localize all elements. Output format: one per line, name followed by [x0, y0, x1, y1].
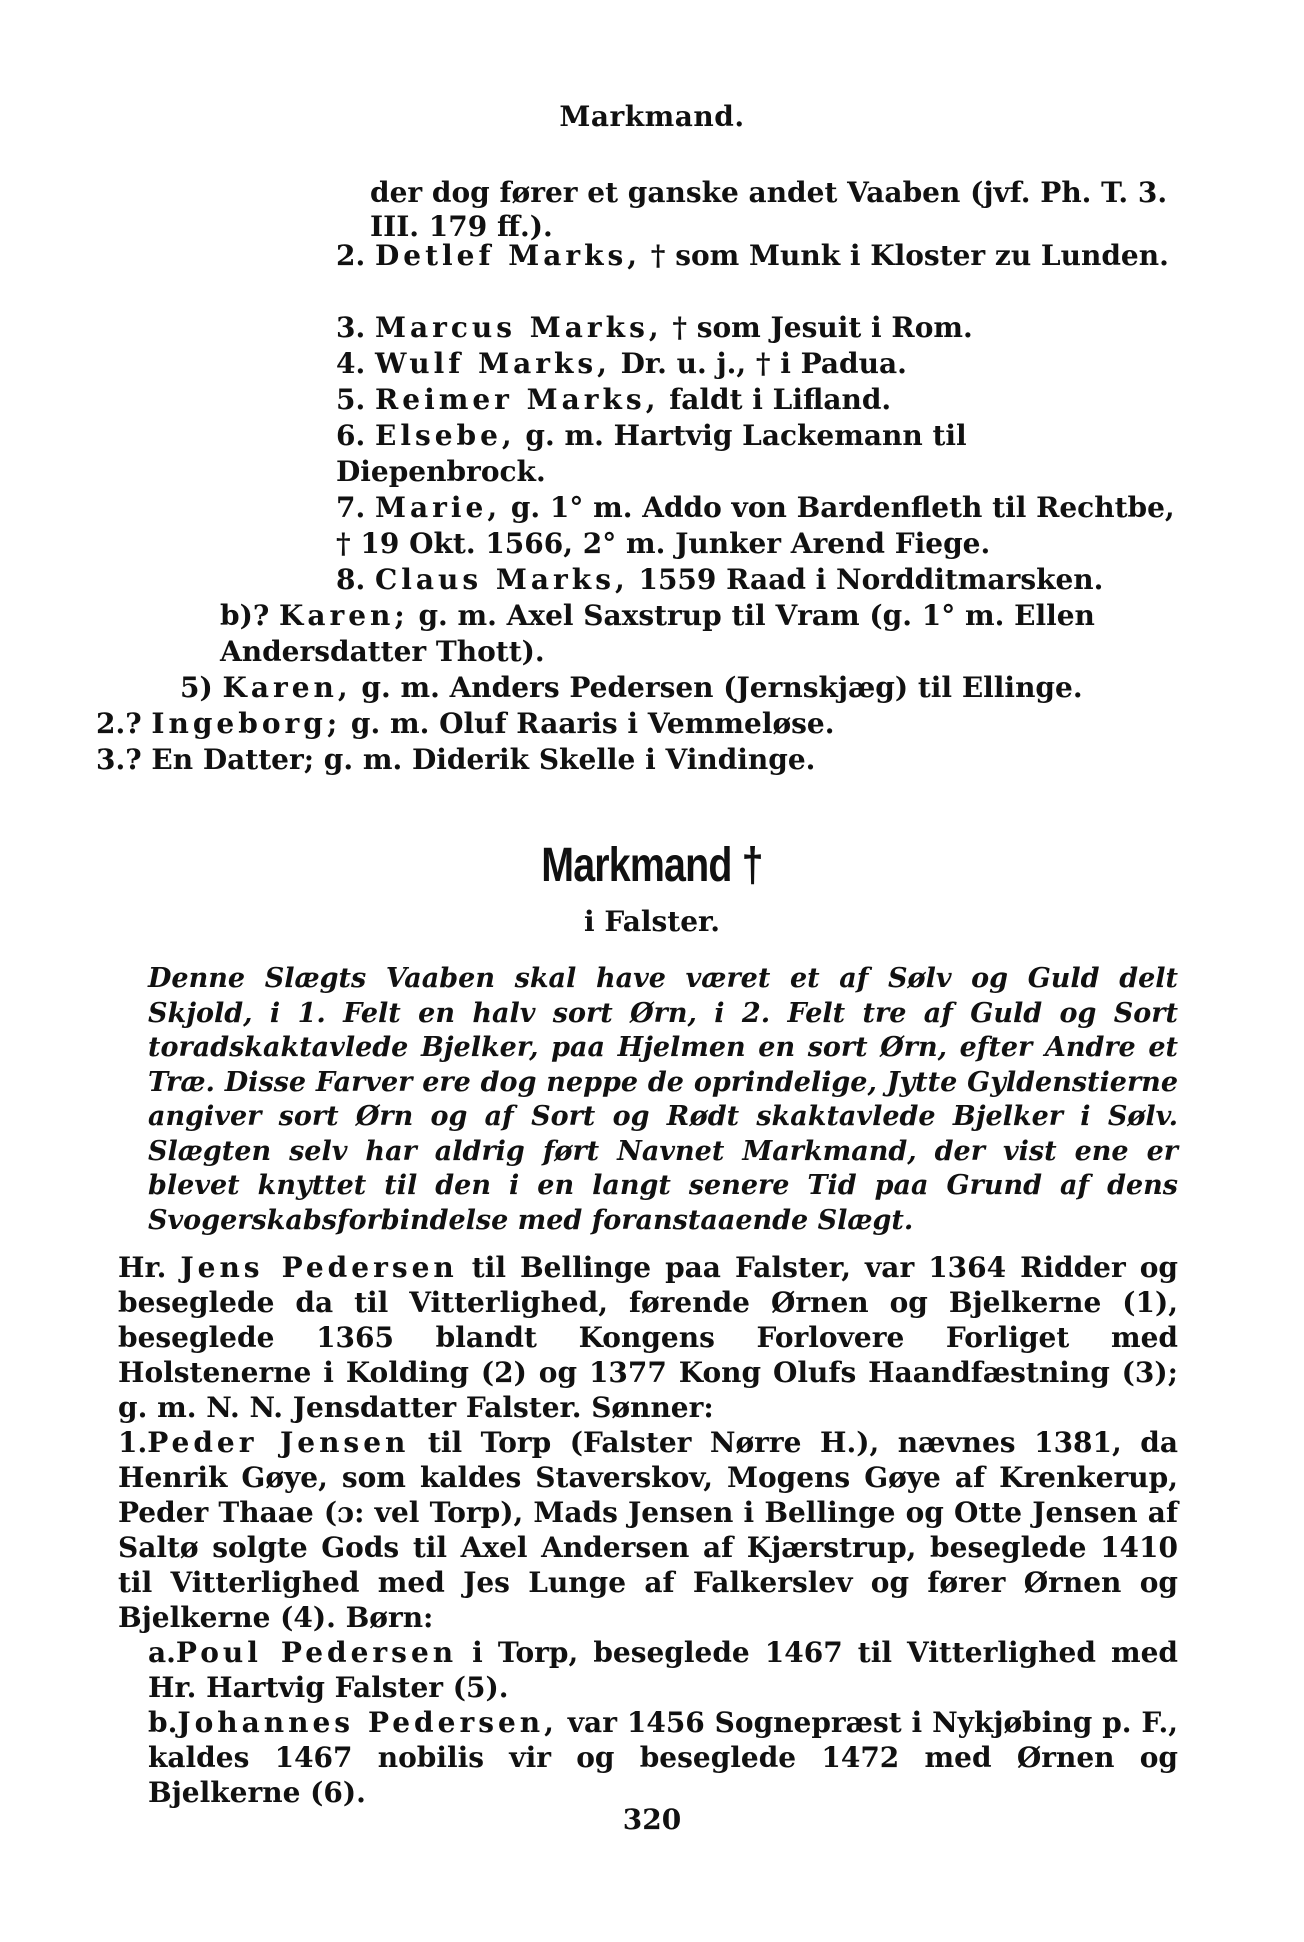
son-1: 1.Peder Jensen til Torp (Falster Nørre H.), nævnes 1381, da Henrik Gøye, som kaldes Staverskov, Mogens Gøye af Krenkerup, Peder Thaae (ɔ: vel Torp), Mads Jensen i Bellinge og Otte Jensen af Saltø solgte Gods til Axel Andersen af Kjærstrup, beseglede 1410 til Vitterlighed med Jes Lunge af Falkerslev og fører Ørnen og Bjelkerne (4). Børn:: [118, 1426, 1178, 1634]
person-name: Peder Jensen: [147, 1426, 410, 1459]
entry-7: 7. Marie, g. 1° m. Addo von Bardenfleth til Rechtbe, † 19 Okt. 1566, 2° m. Junker Arend Fiege.: [336, 491, 1175, 560]
entry-8: 8. Claus Marks, 1559 Raad i Nordditmarsken.: [336, 563, 1104, 596]
family-title: Markmand †: [541, 839, 763, 892]
entry-b: b)? Karen; g. m. Axel Saxstrup til Vram (g. 1° m. Ellen Andersdatter Thott).: [220, 599, 1095, 668]
entry-en-datter: 3.? En Datter; g. m. Diderik Skelle i Vindinge.: [96, 743, 816, 776]
entry-2: 2. Detlef Marks, † som Munk i Kloster zu Lunden.: [336, 239, 1169, 272]
person-name: Poul Pedersen: [175, 1636, 458, 1669]
entry-3: 3. Marcus Marks, † som Jesuit i Rom.: [336, 311, 973, 344]
entry-6: 6. Elsebe, g. m. Hartvig Lackemann til Diepenbrock.: [336, 419, 967, 488]
running-head: Markmand.: [559, 100, 745, 133]
person-name: Johannes Pedersen,: [177, 1706, 558, 1739]
child-a: a.Poul Pedersen i Torp, beseglede 1467 til Vitterlighed med Hr. Hartvig Falster (5).: [148, 1636, 1179, 1704]
page-number: 320: [622, 1803, 682, 1836]
entry-ingeborg: 2.? Ingeborg; g. m. Oluf Raaris i Vemmeløse.: [96, 707, 835, 740]
entry-4: 4. Wulf Marks, Dr. u. j., † i Padua.: [336, 347, 907, 380]
child-b: b.Johannes Pedersen, var 1456 Sognepræst i Nykjøbing p. F., kaldes 1467 nobilis vir og beseglede 1472 med Ørnen og Bjelkerne (6).: [148, 1706, 1178, 1809]
person-name: Jens Pedersen: [180, 1251, 458, 1284]
entry-5: 5. Reimer Marks, faldt i Lifland.: [336, 383, 892, 416]
family-subtitle: i Falster.: [584, 905, 720, 938]
intro-paragraph: Denne Slægts Vaaben skal have været et af Sølv og Guld delt Skjold, i 1. Felt en halv sort Ørn, i 2. Felt tre af Guld og Sort toradskaktavlede Bjelker, paa Hjelmen en sort Ørn, efter Andre et Træ. Disse Farver ere dog neppe de oprindelige, Jytte Gyldenstierne angiver sort Ørn og af Sort og Rødt skaktavlede Bjelker i Sølv. Slægten selv har aldrig ført Navnet Markmand, der vist ene er blevet knyttet til den i en langt senere Tid paa Grund af dens Svogerskabsforbindelse med foranstaaende Slægt.: [148, 963, 1178, 1236]
main-paragraph: Hr. Jens Pedersen til Bellinge paa Falster, var 1364 Ridder og beseglede da til Vitterlighed, førende Ørnen og Bjelkerne (1), beseglede 1365 blandt Kongens Forlovere Forliget med Holstenerne i Kolding (2) og 1377 Kong Olufs Haandfæstning (3); g. m. N. N. Jensdatter Falster. Sønner:: [118, 1251, 1178, 1424]
continuation-text: der dog fører et ganske andet Vaaben (jvf. Ph. T. 3. III. 179 ff.).: [370, 176, 1168, 243]
entry-5-karen: 5) Karen, g. m. Anders Pedersen (Jernskjæg) til Ellinge.: [180, 671, 1083, 704]
